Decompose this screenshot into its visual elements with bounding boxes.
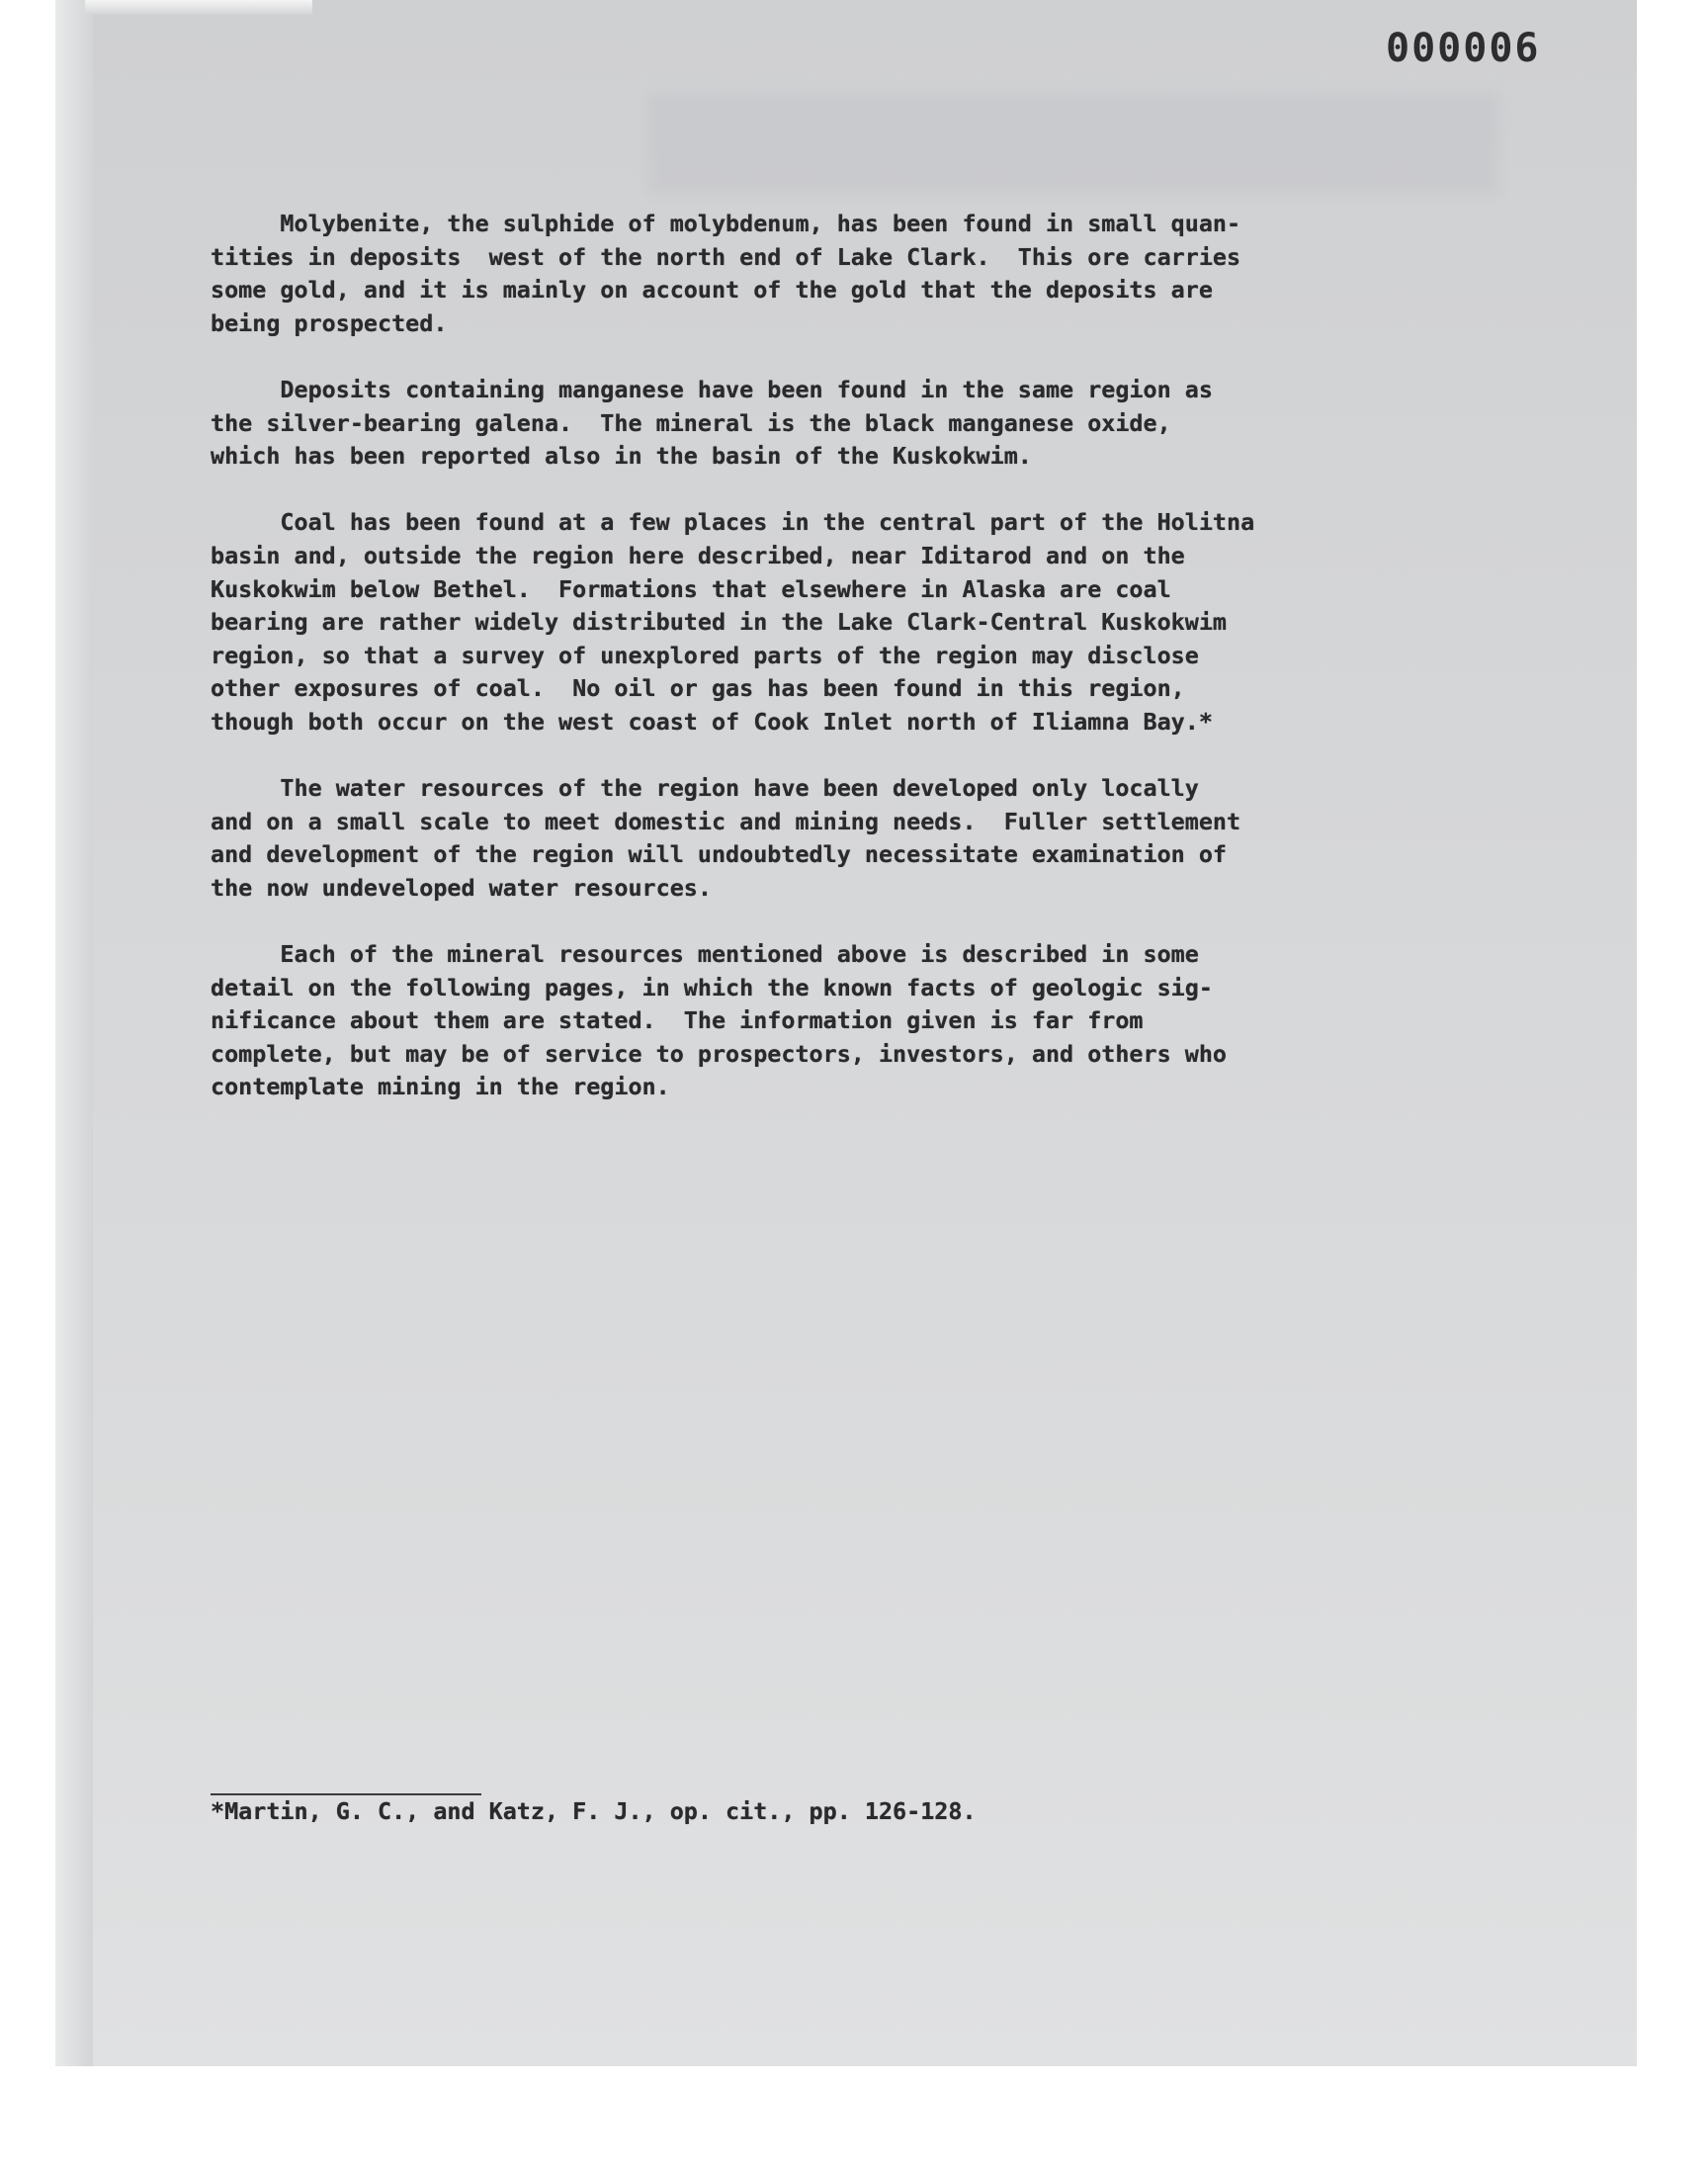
paragraph-water-resources: The water resources of the region have been developed only locally and on a small scale to meet domestic and mining needs. Fuller settlement and development of the region will undoubtedly necessitate examination of the now undeveloped water resources.	[211, 774, 1241, 902]
footnote: *Martin, G. C., and Katz, F. J., op. cit., pp. 126-128.	[211, 1797, 977, 1825]
page-number: 000006	[1386, 26, 1541, 71]
bleed-through-smudge	[648, 94, 1498, 193]
paragraph-coal: Coal has been found at a few places in the central part of the Holitna basin and, outside the region here described, near Iditarod and on the Kuskokwim below Bethel. Formations that elsewhere in Alaska are coal bearing are rather widely distributed in the Lake Clark-Central Kuskokwim region, so that a survey of unexplored parts of the region may disclose other exposures of coal. No oil or gas has been found in this region, though both occur on the west coast of Cook Inlet north of Iliamna Bay.*	[211, 508, 1255, 736]
document-body	[211, 208, 1495, 1138]
scan-left-edge	[55, 0, 93, 2066]
paragraph-molybdenite: Molybenite, the sulphide of molybdenum, has been found in small quan- tities in deposits west of the north end of Lake Clark. This ore carries some gold, and it is mainly on account of the gold that the deposits are being prospected.	[211, 210, 1241, 337]
paragraph-mineral-summary: Each of the mineral resources mentioned above is described in some detail on the following pages, in which the known facts of geologic sig- nificance about them are stated. The information given is far from complete, but may be of service to prospectors, investors, and others who contemplate mining in the region.	[211, 940, 1228, 1101]
paper-fold-mark	[85, 0, 312, 14]
paragraph-manganese: Deposits containing manganese have been found in the same region as the silver-bearing galena. The mineral is the black manganese oxide, which has been reported also in the basin of the Kuskokwim.	[211, 375, 1213, 471]
